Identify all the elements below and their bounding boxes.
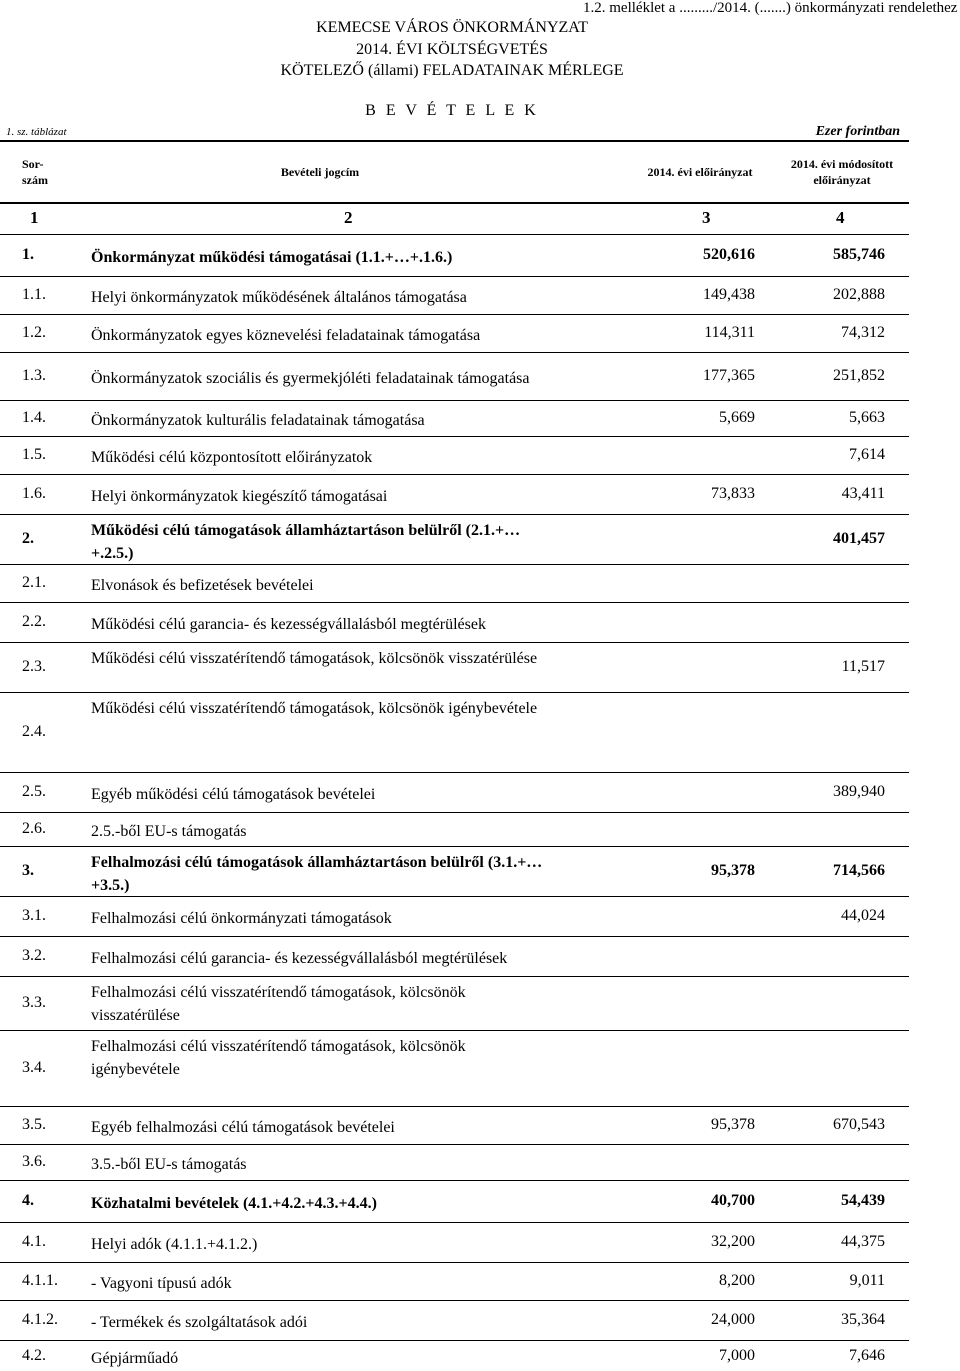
row-label: Elvonások és befizetések bevételei <box>91 577 314 594</box>
row-value-eloiranyzat: 177,365 <box>703 367 755 384</box>
table-row <box>0 1180 909 1223</box>
row-label: Felhalmozási célú garancia- és kezességvállalásból megtérülések <box>91 950 508 967</box>
column-number: 1 <box>30 208 39 227</box>
table-row <box>0 1222 909 1263</box>
table-row <box>0 812 909 847</box>
row-label: Egyéb működési célú támogatások bevételei <box>91 786 376 803</box>
row-value-eloiranyzat: 7,000 <box>719 1347 755 1364</box>
column-header-eloiranyzat: 2014. évi előirányzat <box>647 165 753 179</box>
row-value-modositott: 7,614 <box>849 446 885 463</box>
table-row <box>0 692 909 773</box>
row-label: Helyi önkormányzatok működésének általános támogatása <box>91 289 467 306</box>
row-value-eloiranyzat: 8,200 <box>719 1272 755 1289</box>
table-row <box>0 936 909 977</box>
row-value-modositott: 7,646 <box>849 1347 885 1364</box>
row-label: Helyi adók (4.1.1.+4.1.2.) <box>91 1236 258 1253</box>
row-label: 3.5.-ből EU-s támogatás <box>91 1156 247 1173</box>
row-value-modositott: 44,024 <box>841 907 885 924</box>
table-row <box>0 976 909 1031</box>
table-row <box>0 846 909 897</box>
table-row <box>0 1340 909 1371</box>
table-row <box>0 896 909 937</box>
row-code: 3.4. <box>22 1059 46 1076</box>
row-label: Felhalmozási célú visszatérítendő támogatások, kölcsönök visszatérülése <box>91 984 466 1024</box>
table-row <box>0 1300 909 1341</box>
row-label: Működési célú visszatérítendő támogatások, kölcsönök visszatérülése <box>91 650 538 667</box>
row-code: 2.2. <box>22 613 46 630</box>
row-value-modositott: 74,312 <box>841 324 885 341</box>
row-label: Működési célú támogatások államháztartáson belülről (2.1.+…+.2.5.) <box>91 522 521 562</box>
row-label: Felhalmozási célú visszatérítendő támogatások, kölcsönök igénybevétele <box>91 1038 466 1078</box>
row-code: 1.5. <box>22 446 46 463</box>
column-header-sorszam: Sor- szám <box>22 157 48 187</box>
section-title: B E V É T E L E K <box>365 102 539 119</box>
row-label: Közhatalmi bevételek (4.1.+4.2.+4.3.+4.4.) <box>91 1195 377 1212</box>
row-label: Önkormányzatok szociális és gyermekjóléti feladatainak támogatása <box>91 370 530 387</box>
row-code: 1.2. <box>22 324 46 341</box>
row-value-eloiranyzat: 73,833 <box>711 485 755 502</box>
row-label: 2.5.-ből EU-s támogatás <box>91 823 247 840</box>
row-value-eloiranyzat: 32,200 <box>711 1233 755 1250</box>
row-value-modositott: 43,411 <box>841 485 885 502</box>
row-value-eloiranyzat: 5,669 <box>719 409 755 426</box>
table-row <box>0 474 909 515</box>
row-code: 1.1. <box>22 286 46 303</box>
row-value-modositott: 5,663 <box>849 409 885 426</box>
title-balance: KÖTELEZŐ (állami) FELADATAINAK MÉRLEGE <box>280 62 624 79</box>
row-label: Gépjárműadó <box>91 1350 179 1367</box>
row-code: 3.1. <box>22 907 46 924</box>
row-label: Működési célú központosított előirányzatok <box>91 449 373 466</box>
row-value-modositott: 44,375 <box>841 1233 885 1250</box>
row-label: - Termékek és szolgáltatások adói <box>91 1314 308 1331</box>
row-code: 1. <box>22 246 34 263</box>
row-code: 2.3. <box>22 658 46 675</box>
table-row <box>0 564 909 603</box>
row-code: 3.6. <box>22 1153 46 1170</box>
row-value-eloiranyzat: 40,700 <box>711 1192 755 1209</box>
table-row <box>0 352 909 401</box>
table-number: 1. sz. táblázat <box>6 126 67 138</box>
row-value-modositott: 202,888 <box>833 286 885 303</box>
row-code: 3. <box>22 862 34 879</box>
row-label: Felhalmozási célú önkormányzati támogatások <box>91 910 392 927</box>
table-row <box>0 1262 909 1301</box>
column-number: 3 <box>702 208 711 227</box>
row-code: 2.6. <box>22 820 46 837</box>
row-code: 4.1.2. <box>22 1311 58 1328</box>
row-code: 2.1. <box>22 574 46 591</box>
table-row <box>0 436 909 475</box>
row-code: 1.4. <box>22 409 46 426</box>
table-row <box>0 234 909 277</box>
unit-label: Ezer forintban <box>815 124 900 139</box>
column-header-jogcim: Bevételi jogcím <box>280 165 360 179</box>
row-label: - Vagyoni típusú adók <box>91 1275 232 1292</box>
row-label: Önkormányzatok egyes köznevelési feladatainak támogatása <box>91 327 481 344</box>
table-row <box>0 602 909 643</box>
row-value-eloiranyzat: 520,616 <box>703 246 755 263</box>
table-row <box>0 1106 909 1145</box>
table-row <box>0 642 909 693</box>
table-row <box>0 276 909 315</box>
row-code: 3.3. <box>22 994 46 1011</box>
row-value-modositott: 714,566 <box>833 862 885 879</box>
table-row <box>0 1030 909 1107</box>
column-number: 4 <box>836 208 845 227</box>
row-value-modositott: 585,746 <box>833 246 885 263</box>
row-label: Működési célú garancia- és kezességvállalásból megtérülések <box>91 616 486 633</box>
row-value-eloiranyzat: 114,311 <box>704 324 755 341</box>
row-value-modositott: 251,852 <box>833 367 885 384</box>
row-code: 1.3. <box>22 367 46 384</box>
title-municipality: KEMECSE VÁROS ÖNKORMÁNYZAT <box>316 19 588 36</box>
row-code: 4.2. <box>22 1347 46 1364</box>
row-code: 4.1.1. <box>22 1272 58 1289</box>
column-number: 2 <box>344 208 353 227</box>
row-label: Önkormányzat működési támogatásai (1.1.+…+.1.6.) <box>91 249 453 266</box>
row-value-modositott: 401,457 <box>833 530 885 547</box>
row-code: 4. <box>22 1192 34 1209</box>
row-label: Helyi önkormányzatok kiegészítő támogatásai <box>91 488 388 505</box>
column-numbers-row <box>0 200 909 234</box>
row-label: Egyéb felhalmozási célú támogatások bevételei <box>91 1119 395 1136</box>
row-value-modositott: 389,940 <box>833 783 885 800</box>
row-code: 3.5. <box>22 1116 46 1133</box>
row-code: 3.2. <box>22 947 46 964</box>
table-row <box>0 400 909 437</box>
row-value-eloiranyzat: 95,378 <box>711 862 755 879</box>
table-row <box>0 772 909 813</box>
table-row <box>0 1144 909 1181</box>
row-code: 2.4. <box>22 723 46 740</box>
row-value-eloiranyzat: 95,378 <box>711 1116 755 1133</box>
row-value-modositott: 670,543 <box>833 1116 885 1133</box>
row-code: 2. <box>22 530 34 547</box>
row-value-modositott: 54,439 <box>841 1192 885 1209</box>
row-code: 4.1. <box>22 1233 46 1250</box>
row-label: Önkormányzatok kulturális feladatainak támogatása <box>91 412 425 429</box>
row-value-eloiranyzat: 24,000 <box>711 1311 755 1328</box>
table-row <box>0 314 909 353</box>
table-header <box>0 140 909 204</box>
row-label: Felhalmozási célú támogatások államháztartáson belülről (3.1.+…+3.5.) <box>91 854 543 894</box>
row-code: 2.5. <box>22 783 46 800</box>
title-budget: 2014. ÉVI KÖLTSÉGVETÉS <box>356 41 548 58</box>
row-code: 1.6. <box>22 485 46 502</box>
row-label: Működési célú visszatérítendő támogatások, kölcsönök igénybevétele <box>91 700 538 717</box>
column-header-modositott: 2014. évi módosított előirányzat <box>790 157 894 187</box>
row-value-modositott: 35,364 <box>841 1311 885 1328</box>
row-value-modositott: 11,517 <box>841 658 885 675</box>
row-value-modositott: 9,011 <box>849 1272 885 1289</box>
annex-reference: 1.2. melléklet a ........./2014. (.......) önkormányzati rendelethez <box>583 0 958 16</box>
row-value-eloiranyzat: 149,438 <box>703 286 755 303</box>
table-row <box>0 514 909 565</box>
